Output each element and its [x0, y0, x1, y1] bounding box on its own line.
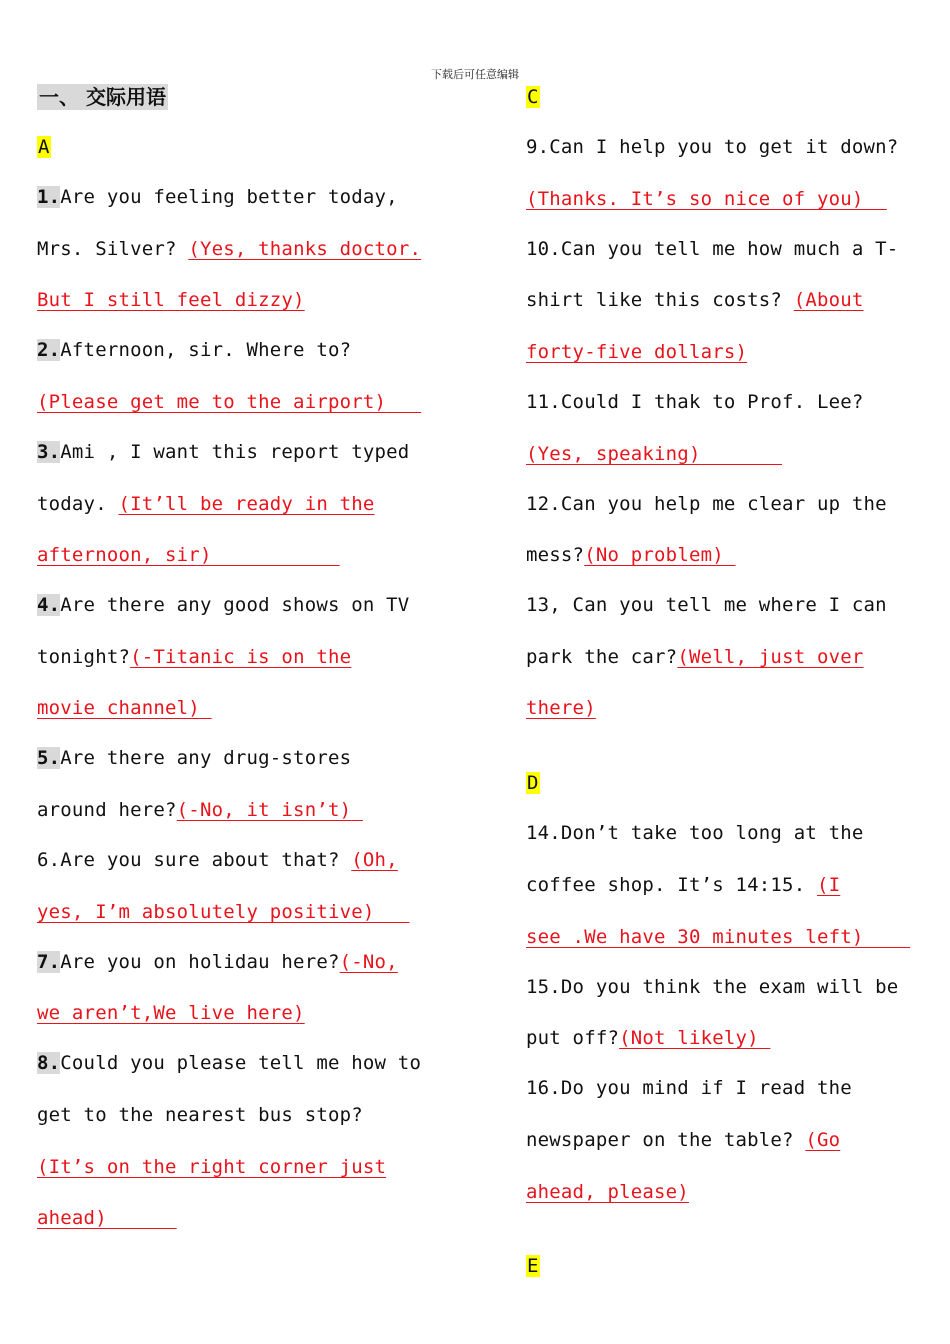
q2-line1 [37, 336, 351, 364]
q12-question-cont: mess? [526, 544, 585, 566]
q15-line1 [526, 973, 898, 1001]
q4-line3 [37, 694, 212, 722]
q14-question: 14.Don’t take too long at the [526, 822, 864, 844]
q1-line1 [37, 183, 398, 211]
q16-answer-cont: ahead, please) [526, 1181, 689, 1203]
q13-line2 [526, 643, 864, 671]
q4-question: Are there any good shows on TV [60, 594, 410, 616]
q13-line3 [526, 694, 596, 722]
q3-line2 [37, 490, 375, 518]
q14-line1 [526, 819, 864, 847]
q8-question-cont: get to the nearest bus stop? [37, 1104, 363, 1126]
q16-line1 [526, 1074, 852, 1102]
q4-line2 [37, 643, 351, 671]
q4-number: 4. [37, 594, 61, 616]
q3-line3 [37, 541, 340, 569]
q10-answer: (About [793, 289, 864, 311]
q11-question: 11.Could I thak to Prof. Lee? [526, 391, 864, 413]
section-letter-d-line [526, 769, 540, 797]
q1-question-cont: Mrs. Silver? [37, 238, 189, 260]
q10-line1 [526, 235, 898, 263]
header-note: 下载后可任意编辑 [431, 68, 519, 81]
q3-answer: (It’ll be ready in the [118, 493, 375, 515]
q2-line2 [37, 388, 421, 416]
q12-line1 [526, 490, 887, 518]
q5-question-cont: around here? [37, 799, 177, 821]
q16-line3 [526, 1178, 689, 1206]
q5-line1 [37, 744, 351, 772]
q3-question-cont: today. [37, 493, 119, 515]
section-letter-a: A [38, 136, 50, 158]
q15-answer: (Not likely) [619, 1027, 759, 1049]
q6-question: 6.Are you sure about that? [37, 849, 352, 871]
q11-answer: (Yes, speaking) [526, 443, 701, 465]
q16-question-cont: newspaper on the table? [526, 1129, 806, 1151]
q8-line1 [37, 1049, 421, 1077]
section-letter-c: C [527, 86, 539, 108]
q16-answer: (Go [805, 1129, 841, 1151]
q14-question-cont: coffee shop. It’s 14:15. [526, 874, 817, 896]
q8-number: 8. [37, 1052, 61, 1074]
q5-number: 5. [37, 747, 61, 769]
q1-answer-cont: But I still feel dizzy) [37, 289, 305, 311]
section-letter-d: D [527, 772, 539, 794]
section-letter-e: E [527, 1255, 539, 1277]
q5-line2 [37, 796, 363, 824]
q10-line3 [526, 338, 747, 366]
q8-line3 [37, 1153, 386, 1181]
q1-question: Are you feeling better today, [60, 186, 398, 208]
q14-line2 [526, 871, 840, 899]
q3-line1 [37, 438, 409, 466]
q13-answer-cont: there) [526, 697, 596, 719]
q10-answer-cont: forty-five dollars) [526, 341, 748, 363]
q2-number: 2. [37, 339, 61, 361]
q10-line2 [526, 286, 864, 314]
q12-line2 [526, 541, 736, 569]
section-title: 一、 交际用语 [39, 85, 166, 109]
q2-question: Afternoon, sir. Where to? [60, 339, 352, 361]
q14-answer-cont: see .We have 30 minutes left) [526, 926, 864, 948]
q14-answer: (I [816, 874, 841, 896]
q4-line1 [37, 591, 409, 619]
q13-answer: (Well, just over [677, 646, 864, 668]
q16-question: 16.Do you mind if I read the [526, 1077, 852, 1099]
q6-line2 [37, 898, 409, 926]
q1-number: 1. [37, 186, 61, 208]
q10-question: 10.Can you tell me how much a T- [526, 238, 899, 260]
section-letter-c-line [526, 83, 540, 111]
q7-line2 [37, 999, 305, 1027]
q16-line2 [526, 1126, 840, 1154]
q15-question-cont: put off? [526, 1027, 620, 1049]
q7-question: Are you on holidau here? [60, 951, 340, 973]
q5-question: Are there any drug-stores [60, 747, 352, 769]
q10-question-cont: shirt like this costs? [526, 289, 794, 311]
q8-question: Could you please tell me how to [60, 1052, 422, 1074]
q4-answer-cont: movie channel) [37, 697, 200, 719]
q12-question: 12.Can you help me clear up the [526, 493, 887, 515]
q1-answer: (Yes, thanks doctor. [188, 238, 422, 260]
section-letter-a-line [37, 133, 51, 161]
q3-number: 3. [37, 441, 61, 463]
q6-line1 [37, 846, 398, 874]
q14-line3 [526, 923, 910, 951]
q2-answer: (Please get me to the airport) [37, 391, 387, 413]
q4-question-cont: tonight? [37, 646, 131, 668]
q13-question: 13, Can you tell me where I can [526, 594, 887, 616]
q5-answer: (-No, it isn’t) [176, 799, 352, 821]
q1-line2 [37, 235, 421, 263]
q6-answer: (Oh, [351, 849, 398, 871]
q9-line2 [526, 185, 887, 213]
q8-line4 [37, 1204, 177, 1232]
q7-answer-cont: we aren’t,We live here) [37, 1002, 305, 1024]
q13-line1 [526, 591, 887, 619]
q7-number: 7. [37, 951, 61, 973]
q6-answer-cont: yes, I’m absolutely positive) [37, 901, 375, 923]
q13-question-cont: park the car? [526, 646, 678, 668]
q15-line2 [526, 1024, 770, 1052]
q9-answer: (Thanks. It’s so nice of you) [526, 188, 864, 210]
q3-question: Ami , I want this report typed [60, 441, 410, 463]
q7-line1 [37, 948, 398, 976]
q11-line2 [526, 440, 782, 468]
q4-answer: (-Titanic is on the [130, 646, 352, 668]
q12-answer: (No problem) [584, 544, 724, 566]
q8-answer: (It’s on the right corner just [37, 1156, 387, 1178]
q1-line3 [37, 286, 305, 314]
section-letter-e-line [526, 1252, 540, 1280]
q15-question: 15.Do you think the exam will be [526, 976, 899, 998]
q7-answer: (-No, [339, 951, 398, 973]
q8-line2 [37, 1101, 363, 1129]
q9-line1 [526, 133, 898, 161]
q9-question: 9.Can I help you to get it down? [526, 136, 899, 158]
q8-answer-cont: ahead) [37, 1207, 107, 1229]
q3-answer-cont: afternoon, sir) [37, 544, 212, 566]
q11-line1 [526, 388, 864, 416]
